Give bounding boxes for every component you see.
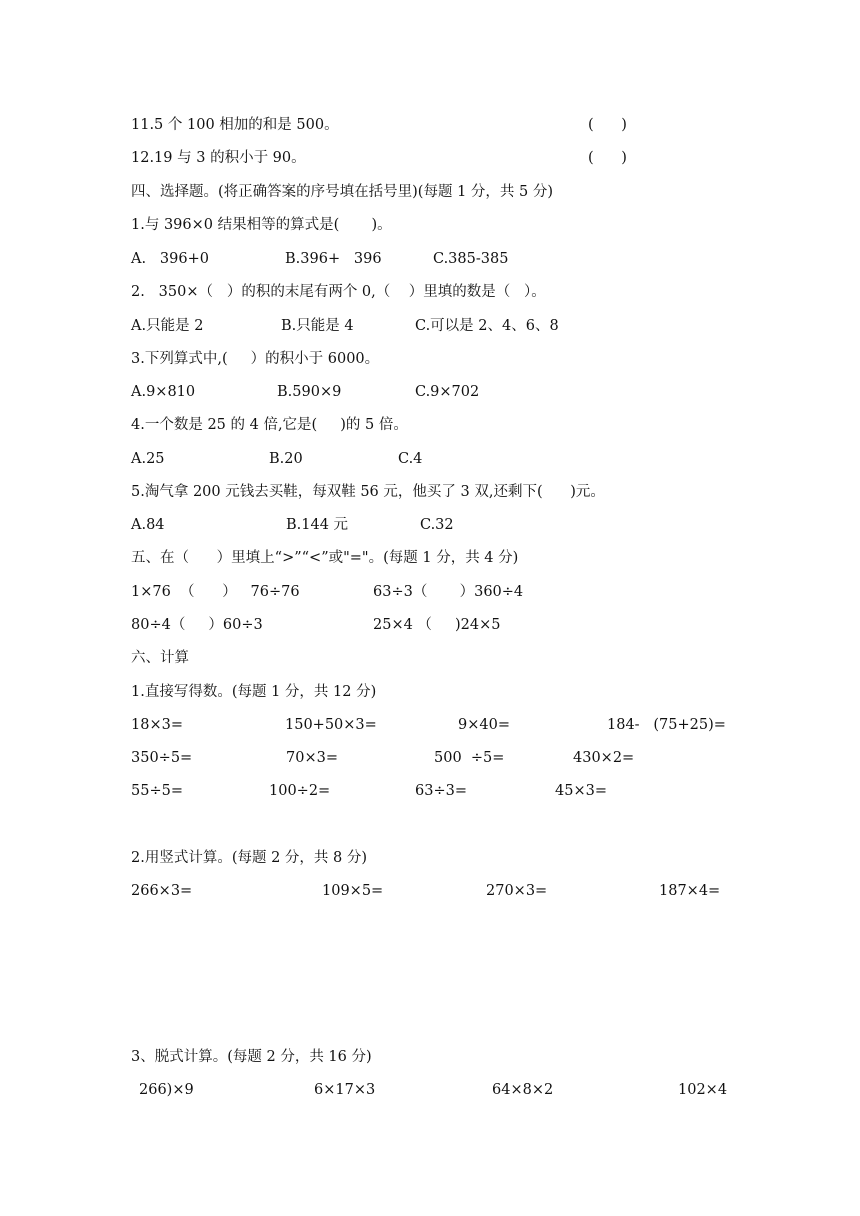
- mental-calc-item: 100÷2=: [269, 783, 331, 799]
- question-4-3: 3.下列算式中,( ）的积小于 6000。: [131, 351, 380, 367]
- part1-title: 1.直接写得数。(每题 1 分，共 12 分): [131, 684, 377, 700]
- option-4-5-a: A.84: [131, 517, 165, 533]
- mental-calc-item: 150+50×3=: [285, 717, 377, 733]
- option-4-5-c: C.32: [420, 517, 454, 533]
- option-4-2-a: A.只能是 2: [131, 318, 204, 334]
- question-4-1: 1.与 396×0 结果相等的算式是( )。: [131, 217, 392, 233]
- option-4-1-c: C.385-385: [433, 251, 509, 267]
- stepwise-calc-item: 6×17×3: [314, 1082, 376, 1098]
- part3-title: 3、脱式计算。(每题 2 分，共 16 分): [131, 1049, 372, 1065]
- mental-calc-item: 63÷3=: [415, 783, 467, 799]
- mental-calc-item: 184- (75+25)=: [607, 717, 726, 733]
- option-4-2-c: C.可以是 2、4、6、8: [415, 318, 559, 334]
- stepwise-calc-item: 64×8×2: [492, 1082, 554, 1098]
- section5-title: 五、在（ ）里填上“>”“<”或"="。(每题 1 分，共 4 分): [131, 550, 519, 566]
- compare-item-4: 25×4 （ )24×5: [373, 617, 501, 633]
- vertical-calc-item: 187×4=: [659, 883, 721, 899]
- option-4-5-b: B.144 元: [286, 517, 349, 533]
- mental-calc-item: 70×3=: [286, 750, 338, 766]
- section6-title: 六、计算: [131, 650, 189, 666]
- vertical-calc-item: 270×3=: [486, 883, 548, 899]
- part2-title: 2.用竖式计算。(每题 2 分，共 8 分): [131, 850, 368, 866]
- mental-calc-item: 55÷5=: [131, 783, 183, 799]
- judge-item-12: 12.19 与 3 的积小于 90。: [131, 150, 306, 166]
- stepwise-calc-item: 266)×9: [139, 1082, 194, 1098]
- compare-item-3: 80÷4（ ）60÷3: [131, 617, 263, 633]
- mental-calc-item: 500 ÷5=: [434, 750, 505, 766]
- compare-item-2: 63÷3（ ）360÷4: [373, 584, 524, 600]
- option-4-1-b: B.396+ 396: [285, 251, 382, 267]
- mental-calc-item: 350÷5=: [131, 750, 193, 766]
- mental-calc-item: 430×2=: [573, 750, 635, 766]
- mental-calc-item: 9×40=: [458, 717, 510, 733]
- stepwise-calc-item: 102×4: [678, 1082, 728, 1098]
- mental-calc-item: 45×3=: [555, 783, 607, 799]
- vertical-calc-item: 109×5=: [322, 883, 384, 899]
- option-4-3-b: B.590×9: [277, 384, 342, 400]
- judge-item-11: 11.5 个 100 相加的和是 500。: [131, 117, 339, 133]
- mental-calc-item: 18×3=: [131, 717, 183, 733]
- answer-paren-12[interactable]: ( ): [588, 150, 627, 166]
- option-4-2-b: B.只能是 4: [281, 318, 354, 334]
- answer-paren-11[interactable]: ( ): [588, 117, 627, 133]
- option-4-4-b: B.20: [269, 451, 303, 467]
- option-4-1-a: A. 396+0: [131, 251, 209, 267]
- option-4-3-c: C.9×702: [415, 384, 480, 400]
- option-4-4-a: A.25: [131, 451, 165, 467]
- compare-item-1: 1×76 （ ） 76÷76: [131, 584, 300, 600]
- question-4-4: 4.一个数是 25 的 4 倍,它是( )的 5 倍。: [131, 417, 408, 433]
- option-4-3-a: A.9×810: [131, 384, 196, 400]
- vertical-calc-item: 266×3=: [131, 883, 193, 899]
- question-4-2: 2. 350×（ ）的积的末尾有两个 0,（ ）里填的数是（ ）。: [131, 284, 546, 300]
- option-4-4-c: C.4: [398, 451, 423, 467]
- question-4-5: 5.淘气拿 200 元钱去买鞋，每双鞋 56 元，他买了 3 双,还剩下( )元。: [131, 484, 605, 500]
- section4-title: 四、选择题。(将正确答案的序号填在括号里)(每题 1 分，共 5 分): [131, 184, 554, 200]
